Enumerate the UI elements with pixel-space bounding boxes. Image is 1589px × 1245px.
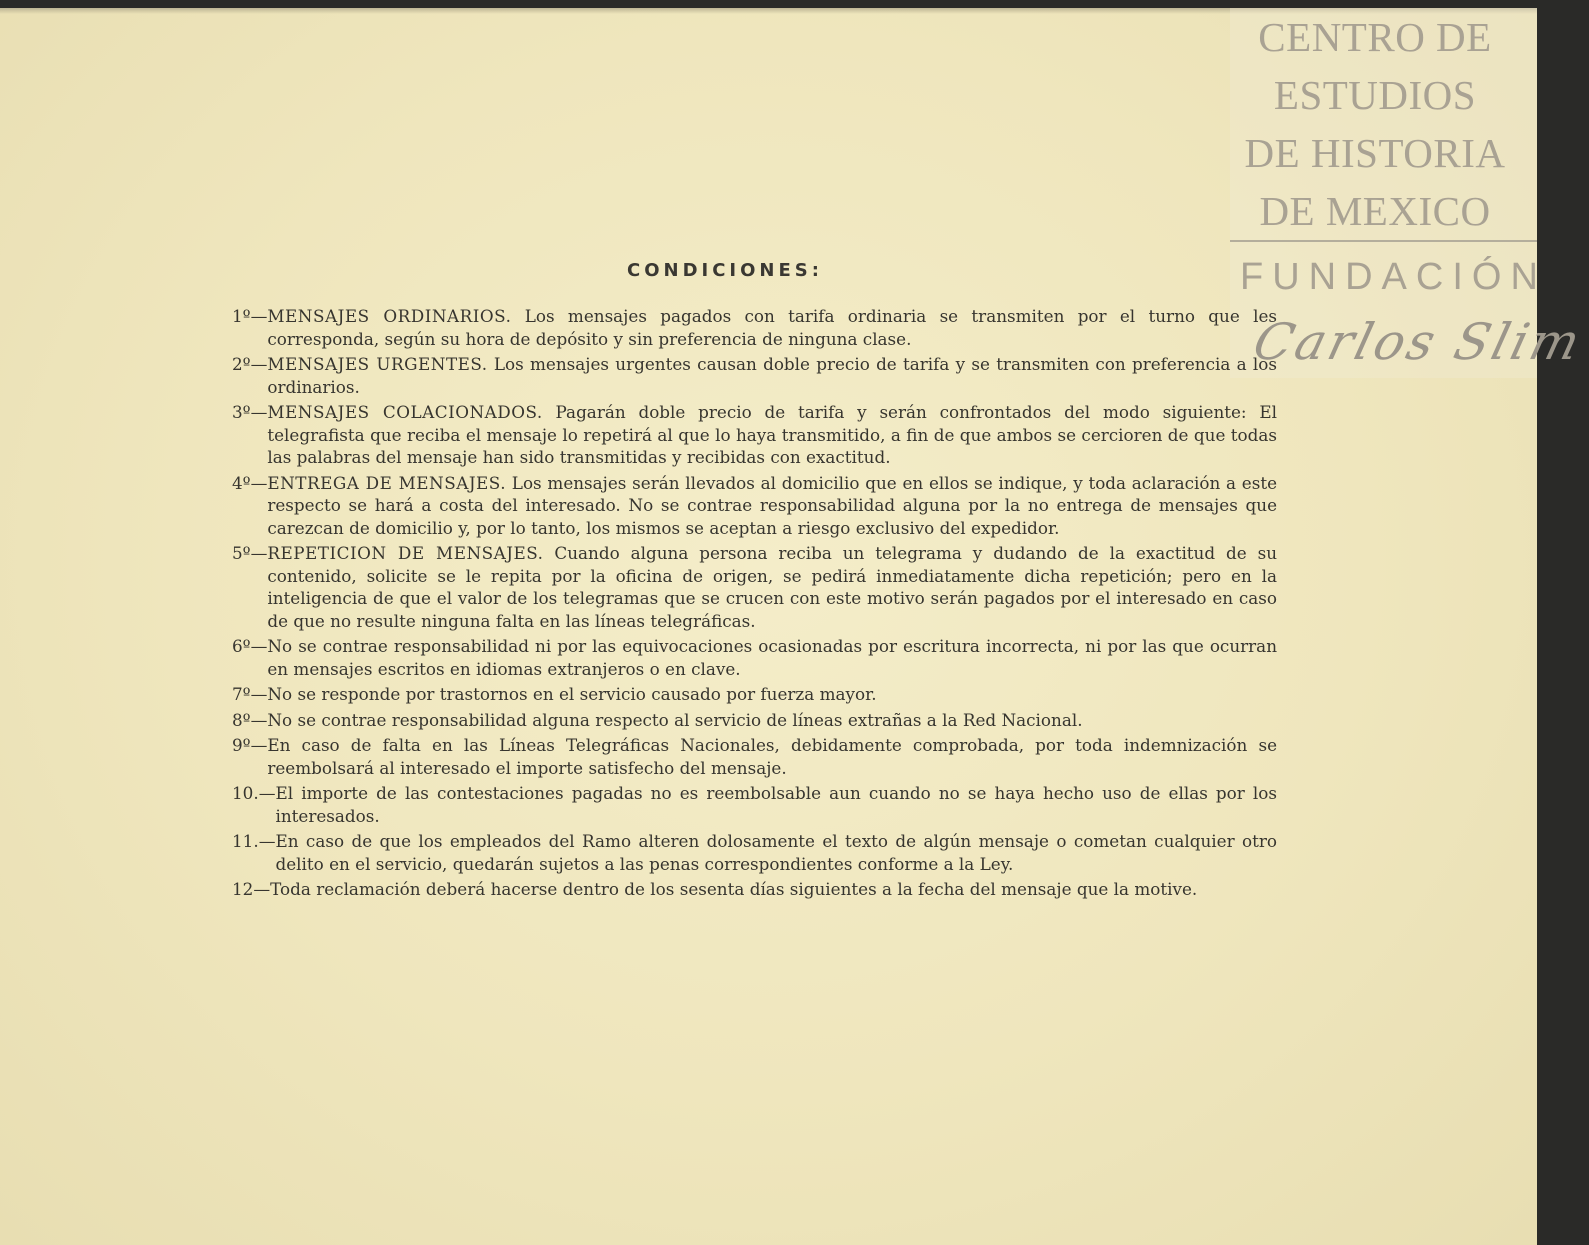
condition-item (232, 782, 1277, 827)
condition-text: Toda reclamación deberá hacerse dentro de los sesenta días siguientes a la fecha del mensaje que la motive. (270, 879, 1198, 899)
watermark-line-1: CENTRO DE (1258, 14, 1492, 60)
watermark-line-3: DE HISTORIA (1244, 130, 1506, 176)
condition-title: MENSAJES COLACIONADOS. (267, 402, 543, 422)
watermark-line-2: ESTUDIOS (1273, 72, 1477, 118)
condition-number: 1º— (232, 306, 268, 326)
condition-body (267, 305, 1277, 350)
condition-body (267, 353, 1277, 398)
condition-number: 9º— (232, 735, 268, 755)
condition-number: 8º— (232, 709, 268, 730)
condition-text: No se contrae responsabilidad alguna respecto al servicio de líneas extrañas a la Red Nacional. (267, 709, 1083, 730)
condition-number: 6º— (232, 636, 268, 656)
condition-number: 4º— (232, 472, 268, 493)
condition-text: No se responde por trastornos en el servicio causado por fuerza mayor. (267, 684, 877, 704)
condition-item (232, 353, 1277, 398)
condition-body (267, 472, 1277, 540)
condition-item (232, 683, 1277, 706)
watermark-signature: Carlos Slim (1247, 313, 1589, 371)
condition-item (232, 878, 1277, 901)
condition-text: En caso de que los empleados del Ramo alteren dolosamente el texto de algún mensaje o cometan cualquier otro delito en el servicio, quedarán sujetos a las penas correspondientes conforme a la Ley. (275, 831, 1277, 874)
condition-item (232, 401, 1277, 469)
condition-item (232, 305, 1277, 350)
condition-title: ENTREGA DE MENSAJES. (267, 472, 507, 493)
condition-text: Los mensajes urgentes causan doble precio de tarifa y se transmiten con preferencia a los ordinarios. (267, 354, 1277, 397)
watermark-divider (1230, 240, 1537, 242)
condition-number: 2º— (232, 354, 268, 374)
condition-item (232, 542, 1277, 632)
condition-number: 12— (232, 879, 271, 899)
condition-text: No se contrae responsabilidad ni por las equivocaciones ocasionadas por escritura incorrecta, ni por las que ocurran en mensajes escritos en idiomas extranjeros o en clave. (267, 636, 1277, 679)
condition-text: El importe de las contestaciones pagadas no es reembolsable aun cuando no se haya hecho uso de ellas por los interesados. (275, 783, 1277, 826)
condition-body (267, 542, 1277, 632)
condition-number: 10.— (232, 783, 276, 803)
condition-number: 11.— (232, 831, 276, 851)
condition-text: Los mensajes serán llevados al domicilio que en ellos se indique, y toda aclaración a este respecto se hará a costa del interesado. No se contrae responsabilidad alguna por la no entrega de mensajes que carezcan de domicilio y, por lo tanto, los mismos se aceptan a riesgo exclusivo del expedidor. (267, 472, 1277, 538)
condition-text: Pagarán doble precio de tarifa y serán confrontados del modo siguiente: El telegrafista que reciba el mensaje lo repetirá al que lo haya transmitido, a fin de que ambos se cercioren de que todas las palabras del mensaje han sido transmitidas y recibidas con exactitud. (267, 402, 1277, 467)
document-sheet (0, 8, 1589, 1245)
condition-item (232, 734, 1277, 779)
condition-title: MENSAJES ORDINARIOS. (267, 306, 512, 326)
condition-number: 3º— (232, 402, 268, 422)
condition-item (232, 830, 1277, 875)
condition-title: MENSAJES URGENTES. (267, 354, 488, 374)
condition-text: Cuando alguna persona reciba un telegrama y dudando de la exactitud de su contenido, solicite se le repita por la oficina de origen, se pedirá inmediatamente dicha repetición; pero en la inteligencia de que el valor de los telegramas que se crucen con este motivo serán pagados por el interesado en caso de que no resulte ninguna falta en las líneas telegráficas. (267, 543, 1278, 631)
condition-number: 7º— (232, 684, 268, 704)
condition-item (232, 635, 1277, 680)
condition-item (232, 472, 1277, 540)
conditions-list (232, 305, 1277, 904)
watermark-line-4: DE MEXICO (1259, 188, 1491, 234)
watermark-foundation: FUNDACIÓN (1240, 256, 1547, 298)
condition-body (267, 401, 1277, 469)
conditions-heading: CONDICIONES: (627, 260, 823, 281)
condition-text: Los mensajes pagados con tarifa ordinaria se transmiten por el turno que les corresponda, según su hora de depósito y sin preferencia de ninguna clase. (267, 306, 1278, 349)
condition-item (232, 709, 1277, 732)
condition-text: En caso de falta en las Líneas Telegráficas Nacionales, debidamente comprobada, por toda indemnización se reembolsará al interesado el importe satisfecho del mensaje. (267, 735, 1277, 778)
condition-title: REPETICION DE MENSAJES. (267, 543, 544, 563)
condition-number: 5º— (232, 543, 268, 563)
watermark-institution-name (1230, 8, 1520, 240)
